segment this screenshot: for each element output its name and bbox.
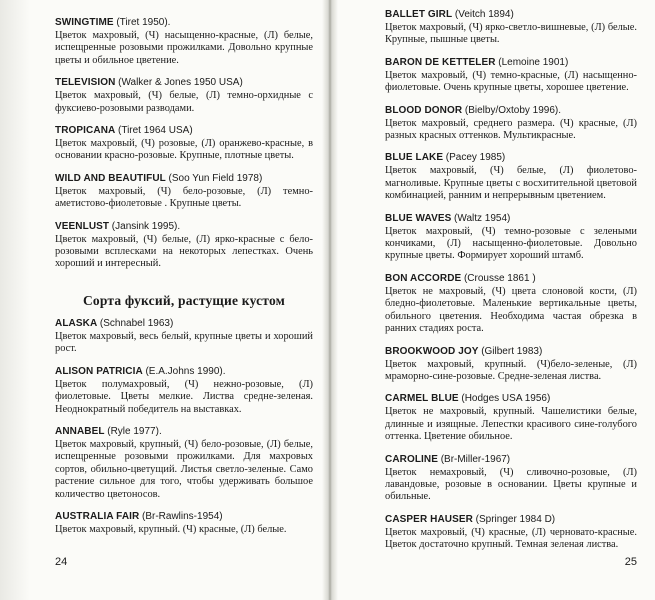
cultivar-description: Цветок полумахровый, (Ч) нежно-розовые, (Л) фиолетовые. Цветы мелкие. Листва средне-зеленая. Неоднократный победитель на выставках. (55, 378, 313, 415)
cultivar-name: BLUE WAVES (385, 212, 452, 224)
cultivar-origin: (Pacey 1985) (445, 152, 506, 164)
cultivar-entry (55, 220, 313, 271)
cultivar-origin: (Lemoine 1901) (498, 56, 569, 68)
cultivar-name: BARON DE KETTELER (385, 56, 496, 68)
cultivar-entry (55, 365, 313, 416)
cultivar-description: Цветок не махровый, крупный. Чашелистики белые, длинные и изящные. Лепестки красивого сине-голубого оттенка. Цветение обильное. (385, 406, 637, 443)
cultivar-entry (55, 172, 313, 211)
cultivar-description: Цветок махровый, крупный, (Ч) бело-розовые, (Л) белые, испещренные розовыми прожилками. Для махровых сортов, обильно-цветущий. Листья светло-зеленые. Само растение сильное для того, чтобы удерживать большое количество цветоносов. (55, 438, 313, 500)
cultivar-description: Цветок махровый, (Ч) белые, (Л) ярко-красные с бело-розовыми всплесками на некоторых лепестках. Очень хороший и интересный. (55, 233, 313, 270)
cultivar-name: CARMEL BLUE (385, 393, 459, 405)
entry-heading (385, 151, 637, 164)
entry-heading (385, 212, 637, 225)
cultivar-origin: (Tiret 1950). (116, 17, 171, 28)
cultivar-origin: (Bielby/Oxtoby 1996). (464, 104, 562, 116)
cultivar-name: ALISON PATRICIA (55, 365, 143, 377)
cultivar-origin: (Crousse 1861 ) (463, 272, 536, 284)
entry-heading (385, 104, 637, 117)
cultivar-name: WILD AND BEAUTIFUL (55, 172, 166, 184)
cultivar-entry (55, 425, 313, 501)
cultivar-name: BON ACCORDE (385, 272, 462, 284)
cultivar-entry (55, 124, 313, 163)
cultivar-name: VEENLUST (55, 220, 110, 232)
entry-heading (55, 76, 313, 89)
cultivar-entry (385, 212, 637, 263)
cultivar-origin: (Br-Miller-1967) (440, 453, 511, 465)
cultivar-origin: (Schnabel 1963) (99, 317, 174, 329)
cultivar-origin: (Tiret 1964 USA) (118, 125, 193, 137)
cultivar-description: Цветок махровый, среднего размера. (Ч) красные, (Л) разных красных оттенков. Мультикрасные. (385, 117, 637, 142)
entry-heading (385, 8, 637, 21)
cultivar-origin: (E.A.Johns 1990). (145, 365, 226, 377)
cultivar-origin: (Jansink 1995). (111, 220, 181, 232)
cultivar-origin: (Gilbert 1983) (481, 345, 543, 357)
cultivar-description: Цветок махровый, (Ч) белые, (Л) фиолетово-магноливые. Крупные цветы с восхитительной цветовой комбинацией, ранним и непрерывным цветением. (385, 165, 637, 202)
entry-heading (55, 317, 313, 330)
entries-right (385, 8, 637, 552)
cultivar-description: Цветок не махровый, (Ч) цвета слоновой кости, (Л) бледно-фиолетовые. Маленькие вертикальные цветы, обильного цветения. Необходима частая обрезка в ранних стадиях роста. (385, 285, 637, 335)
cultivar-entry (55, 510, 313, 536)
cultivar-entry (385, 513, 637, 552)
cultivar-description: Цветок махровый, крупный. (Ч)бело-зеленые, (Л) мраморно-сине-розовые. Средне-зеленая листва. (385, 358, 637, 382)
entry-heading (55, 510, 313, 523)
cultivar-name: BROOKWOOD JOY (385, 345, 479, 357)
entry-heading (55, 124, 313, 137)
entry-heading (385, 453, 637, 466)
cultivar-name: CASPER HAUSER (385, 513, 473, 525)
cultivar-name: BALLET GIRL (385, 9, 453, 20)
cultivar-description: Цветок махровый, (Ч) бело-розовые, (Л) темно-аметистово-фиолетовые . Крупные цветы. (55, 185, 313, 210)
entry-heading (55, 425, 313, 438)
entries-bottom (55, 317, 313, 536)
cultivar-description: Цветок махровый, (Ч) белые, (Л) темно-орхидные с фуксиево-розовыми разводами. (55, 90, 313, 114)
cultivar-origin: (Springer 1984 D) (475, 513, 556, 525)
cultivar-entry (385, 272, 637, 336)
cultivar-entry (385, 345, 637, 384)
cultivar-description: Цветок махровый, крупный. (Ч) красные, (Л) белые. (55, 523, 287, 535)
entry-heading (385, 272, 637, 285)
entry-heading (385, 56, 637, 69)
entry-heading (55, 172, 313, 185)
cultivar-description: Цветок махровый, весь белый, крупные цветы и хороший рост. (55, 330, 313, 355)
cultivar-name: TROPICANA (55, 125, 116, 137)
cultivar-origin: (Br-Rawlins-1954) (142, 510, 223, 522)
cultivar-entry (385, 56, 637, 95)
cultivar-entry (385, 453, 637, 504)
cultivar-name: BLUE LAKE (385, 152, 444, 164)
entry-heading (385, 513, 637, 526)
cultivar-entry (55, 76, 313, 115)
entry-heading (385, 392, 637, 405)
cultivar-name: SWINGTIME (55, 17, 114, 28)
section-title: Сорта фуксий, растущие кустом (82, 292, 286, 308)
right-page (333, 0, 655, 600)
entry-heading (385, 345, 637, 358)
cultivar-name: AUSTRALIA FAIR (55, 510, 140, 522)
cultivar-origin: (Ryle 1977). (107, 425, 162, 437)
cultivar-entry (385, 392, 637, 443)
entry-heading (55, 365, 313, 378)
cultivar-origin: (Veitch 1894) (454, 9, 514, 20)
entry-heading (55, 220, 313, 233)
entries-top (55, 16, 313, 271)
cultivar-description: Цветок немахровый, (Ч) сливочно-розовые, (Л) лавандовые, розовые в основании. Цветы крупные и обильные. (385, 466, 637, 503)
cultivar-entry (385, 104, 637, 143)
cultivar-name: ANNABEL (55, 425, 105, 437)
cultivar-origin: (Soo Yun Field 1978) (168, 172, 263, 184)
page-number-right: 25 (624, 556, 637, 568)
cultivar-description: Цветок махровый, (Ч) темно-розовые с зелеными кончиками, (Л) насыщенно-фиолетовые. Довольно крупные цветы. Формирует хороший штамб. (385, 225, 637, 262)
cultivar-entry (55, 317, 313, 356)
cultivar-name: BLOOD DONOR (385, 104, 463, 116)
page-number-left: 24 (55, 556, 68, 568)
entry-heading (55, 16, 313, 29)
cultivar-description: Цветок махровый, (Ч) темно-красные, (Л) насыщенно-фиолетовые. Очень крупные цветы, хорошее цветение. (385, 69, 637, 94)
cultivar-description: Цветок махровый, (Ч) насыщенно-красные, (Л) белые, испещренные розовыми прожилками. Довольно крупные цветы и обильное цветение. (55, 30, 313, 66)
cultivar-entry (385, 151, 637, 202)
cultivar-description: Цветок махровый, (Ч) розовые, (Л) оранжево-красные, в основании красно-розовые. Крупные, плотные цветы. (55, 138, 313, 162)
cultivar-name: ALASKA (55, 317, 98, 329)
cultivar-origin: (Hodges USA 1956) (461, 393, 551, 405)
cultivar-entry (385, 8, 637, 47)
left-page (0, 0, 327, 600)
cultivar-origin: (Walker & Jones 1950 USA) (118, 77, 243, 89)
cultivar-name: CAROLINE (385, 453, 439, 465)
cultivar-description: Цветок махровый, (Ч) ярко-светло-вишневые, (Л) белые. Крупные, пышные цветы. (385, 22, 637, 46)
cultivar-origin: (Waltz 1954) (454, 212, 511, 224)
cultivar-description: Цветок махровый, (Ч) красные, (Л) черновато-красные. Цветок достаточно крупный. Темная зеленая листва. (385, 526, 637, 551)
cultivar-name: TELEVISION (55, 77, 116, 89)
cultivar-entry (55, 16, 313, 67)
